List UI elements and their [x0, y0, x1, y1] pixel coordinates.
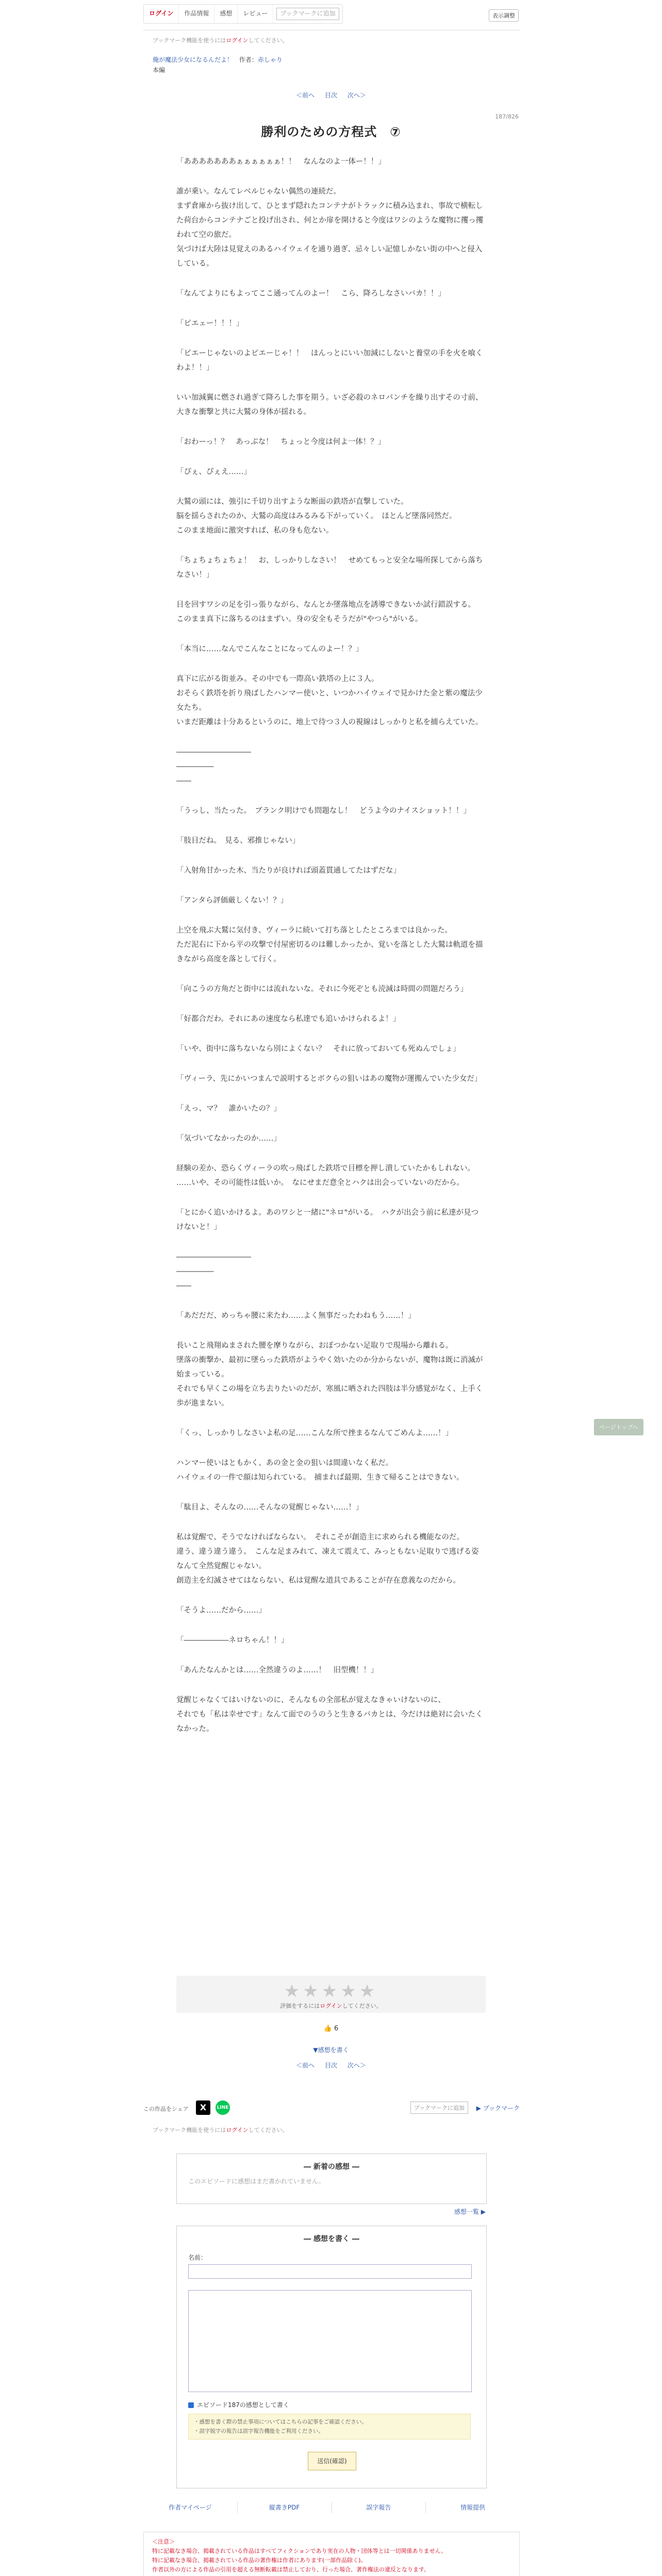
name-label: 名前： — [188, 2254, 207, 2261]
novel-paragraph: 「気づいてなかったのか……」 — [176, 1134, 281, 1143]
thumbs-up-icon: 👍 — [323, 2025, 332, 2032]
novel-body — [176, 155, 486, 1752]
impression-textarea[interactable] — [188, 2290, 472, 2392]
bookmark-add-button-bottom[interactable]: ブックマークに追加 — [410, 2102, 468, 2114]
novel-paragraph: 「ぴぇ、ぴぇえ……」 — [176, 468, 251, 476]
nav-impressions[interactable]: 感想 — [214, 5, 238, 23]
novel-paragraph: 「あだだだ、めっちゃ腰に来たわ……よく無事だったわねもう……！」 — [176, 1312, 416, 1320]
index-link[interactable]: 目次 — [324, 92, 337, 99]
header — [0, 3, 662, 24]
novel-paragraph: 「えっ、マ？ 誰かいたの？」 — [176, 1105, 281, 1113]
novel-paragraph: 「くっ、しっかりしなさいよ私の足……こんな所で挫まるなんてごめんよ……！」 — [176, 1429, 453, 1437]
novel-paragraph: 長いこと飛翔ぬまされた腰を摩りながら、おぼつかない足取りで現場から離れる。 墜落の衝撃か、最初に墜らった鉄塔がようやく効いたのか分からないが、魔物は既に消滅が始まっている。 それでも早くこの場を立ち去りたいのだが、寒風に晒された四肢は半分感覚がなく、上手く歩が進まない。 — [176, 1342, 483, 1408]
header-nav — [143, 4, 343, 24]
warning-line-1: ・感想を書く際の禁止事項についてはこちらの記事をご確認ください。 — [194, 2419, 367, 2425]
share-bar — [143, 2098, 520, 2119]
bookmark-add-button[interactable]: ブックマークに追加 — [276, 8, 339, 20]
novel-paragraph: 「うっし、当たった。 ブランク明けでも問題なし！ どうよ今のナイスショット！！」 — [176, 807, 471, 815]
novel-paragraph: 「ちょちょちょちょ！ お、しっかりしなさい！ せめてもっと安全な場所探してから落ちなさい！」 — [176, 556, 483, 579]
novel-paragraph: 「ピエェー！！！」 — [176, 319, 244, 328]
novel-paragraph: 「おわーっ！？ あっぶな！ ちょっと今度は何よ一体！？」 — [176, 438, 386, 446]
write-impression-box — [176, 2226, 487, 2488]
login-link[interactable]: ログイン — [144, 5, 179, 23]
nav-reviews[interactable]: レビュー — [238, 5, 273, 23]
novel-paragraph: 「向こうの方角だと街中には流れないな。それに今死ぞとも涜減は時間の問題だろう」 — [176, 985, 468, 993]
bookmark-link[interactable]: ▶ ブックマーク — [476, 2105, 520, 2112]
notice-line-3: 作者以外の方による作品の引用を超える無断転載は禁止しており、行った場合、著作権法の違反となります。 — [152, 2566, 430, 2573]
submit-button[interactable]: 送信(確認) — [308, 2452, 356, 2470]
rating-note-text: 評価をするには — [280, 2003, 320, 2009]
novel-paragraph: 覚醒じゃなくてはいけないのに、そんなもの全部私が覚えなきゃいけないのに、 それでも「私は幸せです」なんて面でのうのうと生きるバカとは、今だけは絶対に会いたくなかった。 — [176, 1696, 483, 1733]
recent-impressions-box — [176, 2154, 487, 2204]
recent-impressions-title: ― 新着の感想 ― — [304, 2163, 359, 2171]
novel-paragraph: 「いや、街中に落ちないなら別によくない？ それに放っておいても死ぬんでしょ」 — [176, 1045, 460, 1053]
chapter-number: 187/826 — [495, 113, 519, 120]
login-note-text: ブックマーク機能を使うには — [153, 37, 226, 44]
rating-login-link[interactable]: ログイン — [320, 2003, 342, 2009]
episode-checkbox-label: エピソード187の感想として書く — [197, 2401, 289, 2409]
name-input[interactable] — [188, 2264, 472, 2279]
novel-paragraph: 「ピエーじゃないのよピエーじゃ！！ ほんっとにいい加減にしないと養堂の手を火を喰くわよ！！」 — [176, 349, 483, 372]
typo-report-link[interactable]: 誤字報告 — [332, 2502, 426, 2513]
pager-top — [0, 91, 662, 99]
novel-paragraph: 上空を飛ぶ大鷲に気付き、ヴィーラに続いて打ち落としたところまでは良かった。 ただ泥右に下から平の攻撃で付屋密切るのは難しかったか、覚いを落とした大鷲は軌道を描きながら高度を落として行く。 — [176, 926, 483, 963]
write-impression-link[interactable]: ▼感想を書く — [313, 2046, 349, 2054]
login-note-bottom-suffix: してください。 — [248, 2127, 288, 2133]
recent-impressions-empty: このエピソードに感想はまだ書かれていません。 — [188, 2178, 325, 2185]
novel-paragraph: 私は覚醒で、そうでなければならない。 それこそが創造主に求められる機能なのだ。 違う、違う違う違う。 こんな足まみれて、凍えて震えて、みっともない足取りで逃げる姿なんて全然覚醒じゃない。 創造主を幻滅させてはならない、私は覚醒な道具であることが存在意義なのだから。 — [176, 1533, 479, 1585]
like-count: 6 — [334, 2025, 339, 2032]
novel-paragraph: 「とにかく追いかけるよ。あのワシと一緒に"ネロ"がいる。 ハクが出会う前に私達が見つけないと！」 — [176, 1209, 479, 1231]
author-links — [143, 2502, 520, 2513]
prev-link[interactable]: ＜前へ — [296, 92, 315, 99]
x-share-icon[interactable]: X — [196, 2100, 210, 2115]
rating-note — [176, 2002, 486, 2010]
novel-paragraph: いい加減翼に燃され過ぎて降ろした事を期う。いざ必殺のネロパンチを繰り出すその寸前、大きな衝撃と共に大鷲の身体が揺れる。 — [176, 394, 483, 416]
notice-box — [143, 2532, 520, 2576]
write-impression-title: ― 感想を書く ― — [304, 2235, 359, 2243]
impressions-list-link[interactable]: 感想一覧 ▶ — [454, 2208, 486, 2215]
login-note-link[interactable]: ログイン — [226, 37, 249, 44]
novel-paragraph: 「あんたなんかとは……全然違うのよ……！ 旧型機！！」 — [176, 1666, 378, 1674]
novel-paragraph: 「本当に……なんでこんなことになってんのよー！？」 — [176, 645, 363, 653]
author-link[interactable]: 赤しゃり — [257, 56, 283, 63]
rating-box — [176, 1976, 486, 2013]
episode-checkbox[interactable] — [188, 2400, 289, 2409]
login-note-suffix: してください。 — [248, 37, 288, 44]
nav-work-info[interactable]: 作品情報 — [179, 5, 214, 23]
checkbox-icon[interactable] — [188, 2402, 194, 2408]
impression-warning — [188, 2414, 471, 2439]
novel-paragraph: 「入射角甘かった木、当たりが良ければ頭蓋貫通してたはずだな」 — [176, 867, 401, 875]
novel-paragraph: 大鷲の頭には、強引に千切り出すような断面の鉄塔が直撃していた。 脳を揺らされたのか、大鷲の高度はみるみる下がっていく。 ほとんど墜落同然だ。 このまま地面に激突すれば、私の身も危ない。 — [176, 498, 457, 535]
prev-link-bottom[interactable]: ＜前へ — [296, 2062, 315, 2069]
series-info — [153, 55, 283, 75]
vertical-pdf-link[interactable]: 縦書きPDF — [238, 2502, 332, 2513]
novel-paragraph: ―――――――――― ――――― ―― — [176, 1253, 251, 1290]
like-button[interactable] — [0, 2025, 662, 2032]
novel-paragraph: 「あああああああぁぁぁぁぁぁ！！ なんなのよ一体ー！！」 — [176, 158, 386, 166]
login-note-bottom-text: ブックマーク機能を使うには — [153, 2127, 226, 2133]
login-note-bottom-link[interactable]: ログイン — [226, 2127, 249, 2133]
index-link-bottom[interactable]: 目次 — [324, 2062, 337, 2069]
notice-head: ＜注意＞ — [152, 2538, 175, 2545]
novel-paragraph: 「そうよ……だから……」 — [176, 1606, 266, 1615]
novel-paragraph: ハンマー使いはともかく、あの金と金の狙いは間違いなく私だ。 ハイウェイの一件で顔は知られている。 捕まれば最期、生きて帰ることはできない。 — [176, 1459, 464, 1482]
warning-line-2: ・誤字脱字の報告は誤字報告機能をご利用ください。 — [194, 2428, 324, 2434]
novel-paragraph: 「肢目だね。 見る、邪推じゃない」 — [176, 837, 300, 845]
novel-paragraph: 「好都合だわ。それにあの速度なら私達でも追いかけられるよ！」 — [176, 1015, 401, 1023]
next-link-bottom[interactable]: 次へ＞ — [347, 2062, 366, 2069]
notice-line-2: 特に記載なき場合、掲載されている作品の著作権は作者にあります(一部作品除く)。 — [152, 2557, 367, 2564]
novel-paragraph: 「ヴィーラ、先にかいつまんで説明するとボクらの狙いはあの魔物が運搬んでいた少女だ」 — [176, 1075, 482, 1083]
display-settings-button[interactable]: 表示調整 — [489, 9, 519, 22]
info-report-link[interactable]: 情報提供 — [460, 2504, 486, 2511]
novel-paragraph: 誰が乗い。なんてレベルじゃない偶然の連続だ。 まず倉庫から抜け出して、ひとまず隠れたコンテナがトラックに積み込まれ、事故で横転した荷台からコンテナごと投げ出され、何とか扉を開けると今度はワシのような魔物に攫っ攫われて空の旅だ。 気づけば大陸は見覚えのあるハイウェイを通り過ぎ、忌々しい記憶しかない街の中へと侵入している。 — [176, 188, 484, 268]
pager-bottom — [0, 2061, 662, 2070]
novel-paragraph: 経験の差か、恐らくヴィーラの吹っ飛ばした鉄塔で目標を押し潰していたかもしれない。 ……いや、その可能性は低いか。 なにせまだ意全とハクは出会っていないのだから。 — [176, 1164, 475, 1187]
login-note — [153, 36, 288, 44]
notice-line-1: 特に記載なき場合、掲載されている作品はすべてフィクションであり実在の人物・団体等とは一切関係ありません。 — [152, 2548, 447, 2554]
novel-paragraph: 目を回すワシの足を引っ張りながら、なんとか墜落地点を誘導できないか試行錯誤する。 このまま真下に落ちるのはまずい。身の安全もそうだが"やつら"がいる。 — [176, 601, 475, 623]
page-top-button[interactable]: ページトップへ — [594, 1419, 643, 1435]
line-share-icon[interactable]: LINE — [216, 2100, 230, 2115]
novel-paragraph: 「アンタら評価厳しくない！？」 — [176, 896, 288, 905]
author-label: 作者： — [239, 56, 258, 63]
next-link[interactable]: 次へ＞ — [347, 92, 366, 99]
rating-stars[interactable]: ★★★★★ — [284, 1981, 378, 2002]
chapter-title: 勝利のための方程式 ⑦ — [261, 125, 401, 139]
novel-paragraph: 真下に広がる街並み。その中でも一際高い鉄塔の上に３人。 おそらく鉄塔を折り飛ばしたハンマー使いと、いつかハイウェイで見かけた金と紫の魔法少女たち。 いまだ距離は十分あるというのに、地上で待つ３人の視線はしっかりと私を捕らえていた。 — [176, 675, 483, 726]
rating-note-suffix: してください。 — [342, 2003, 382, 2009]
novel-paragraph: 「駄目よ、そんなの……そんなの覚醒じゃない……！」 — [176, 1503, 363, 1512]
author-page-link[interactable]: 作者マイページ — [143, 2502, 238, 2513]
novel-paragraph: 「なんてよりにもよってここ通ってんのよー！ こら、降ろしなさいバカ！！」 — [176, 290, 445, 298]
chapter-label: 本編 — [153, 66, 166, 74]
novel-paragraph: ―――――――――― ――――― ―― — [176, 748, 251, 785]
novel-paragraph: 「――――――ネロちゃん！！」 — [176, 1636, 289, 1645]
share-label: この作品をシェア — [143, 2106, 189, 2112]
series-title-link[interactable]: 俺が魔法少女になるんだよ！ — [153, 56, 234, 63]
login-note-bottom — [153, 2126, 288, 2134]
